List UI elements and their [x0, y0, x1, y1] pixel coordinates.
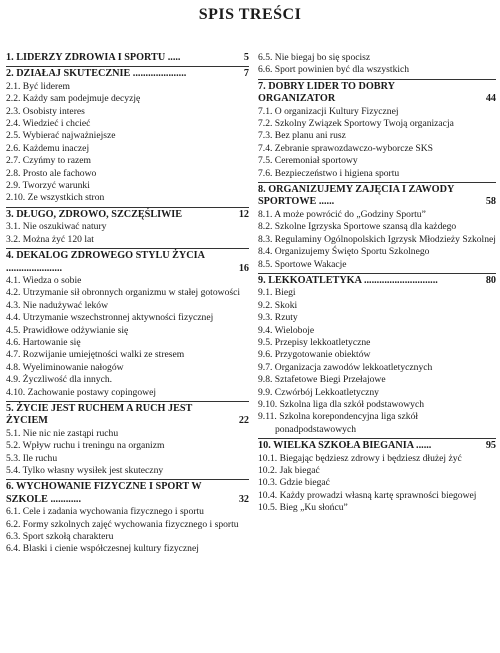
page-number: 22	[238, 415, 249, 427]
toc-subsection-entry	[6, 106, 249, 118]
toc-chapter-entry	[6, 207, 249, 221]
subsection-title: 8.4. Organizujemy Święto Sportu Szkolnego	[258, 246, 430, 258]
toc-chapter-entry	[6, 66, 249, 80]
toc-subsection-entry	[258, 477, 496, 489]
toc-chapter-entry	[258, 273, 496, 287]
subsection-title: 2.8. Prosto ale fachowo	[6, 167, 97, 179]
toc-subsection-entry	[258, 312, 496, 324]
subsection-title: 10.1. Biegając będziesz zdrowy i będziesz dłużej żyć	[258, 452, 462, 464]
toc-subsection-entry	[6, 428, 249, 440]
subsection-title: 9.2. Skoki	[258, 299, 298, 311]
toc-subsection-entry	[258, 349, 496, 361]
page-number: 95	[485, 440, 496, 452]
subsection-title: 6.4. Blaski i cienie współczesnej kultury fizycznej	[6, 543, 199, 555]
page-number: 32	[238, 493, 249, 505]
toc-subsection-entry	[6, 168, 249, 180]
toc-subsection-entry	[6, 300, 249, 312]
toc-subsection-entry	[258, 453, 496, 465]
subsection-title: 5.4. Tylko własny wysiłek jest skuteczny	[6, 465, 164, 476]
page-title: SPIS TREŚCI	[198, 6, 302, 23]
subsection-title: 5.2. Wpływ ruchu i treningu na organizm	[6, 440, 165, 452]
toc-subsection-entry	[6, 287, 249, 299]
toc-subsection-entry	[6, 312, 249, 324]
subsection-title: 6.3. Sport szkołą charakteru	[6, 531, 114, 543]
subsection-title: 6.2. Formy szkolnych zajęć wychowania fizycznego i sportu	[6, 518, 239, 530]
toc-subsection-entry	[6, 374, 249, 386]
subsection-title: 8.2. Szkolne Igrzyska Sportowe szansą dla każdego	[258, 221, 457, 233]
toc-subsection-entry	[258, 374, 496, 386]
subsection-title: 9.10. Szkolna liga dla szkół podstawowych	[258, 398, 424, 410]
subsection-title: 2.4. Wiedzieć i chcieć	[6, 118, 91, 130]
toc-subsection-entry	[6, 506, 249, 518]
toc-subsection-entry	[258, 155, 496, 167]
subsection-title: 9.1. Biegi	[258, 287, 296, 299]
toc-right-column	[258, 52, 496, 515]
toc-subsection-entry	[6, 337, 249, 349]
toc-subsection-entry	[258, 387, 496, 399]
toc-subsection-entry	[258, 490, 496, 502]
chapter-title: 7. DOBRY LIDER TO DOBRY ORGANIZATOR	[258, 80, 395, 105]
subsection-title: 3.1. Nie oszukiwać natury	[6, 221, 107, 233]
toc-subsection-entry	[6, 325, 249, 337]
page-number: 7	[243, 68, 249, 80]
subsection-title: 6.6. Sport powinien być dla wszystkich	[258, 64, 410, 76]
subsection-title: 4.6. Hartowanie się	[6, 336, 81, 348]
toc-subsection-entry	[258, 300, 496, 312]
toc-subsection-entry	[6, 465, 249, 477]
toc-subsection-entry	[258, 221, 496, 233]
toc-subsection-entry	[258, 106, 496, 118]
subsection-title: 9.11. Szkolna korepondencyjna liga szkół ponadpodstawowych	[258, 411, 419, 435]
toc-subsection-entry	[6, 81, 249, 93]
toc-subsection-entry	[258, 502, 496, 514]
toc-subsection-entry	[6, 234, 249, 246]
toc-chapter-entry	[258, 182, 496, 209]
subsection-title: 6.1. Cele i zadania wychowania fizycznego i sportu	[6, 506, 204, 518]
chapter-title: 9. LEKKOATLETYKA .............................	[258, 274, 438, 286]
subsection-title: 4.10. Zachowanie postawy copingowej	[6, 386, 156, 398]
chapter-title: 5. ŻYCIE JEST RUCHEM A RUCH JEST ŻYCIEM	[6, 402, 193, 427]
chapter-title: 4. DEKALOG ZDROWEGO STYLU ŻYCIA ......................	[6, 250, 205, 274]
toc-subsection-entry	[6, 349, 249, 361]
toc-subsection-entry	[258, 399, 496, 411]
toc-subsection-entry	[6, 440, 249, 452]
toc-subsection-entry	[258, 130, 496, 142]
toc-subsection-entry	[258, 362, 496, 374]
toc-subsection-entry	[258, 411, 496, 436]
toc-chapter-entry	[258, 79, 496, 106]
toc-subsection-entry	[258, 168, 496, 180]
subsection-title: 9.5. Przepisy lekkoatletyczne	[258, 336, 371, 348]
toc-subsection-entry	[6, 221, 249, 233]
toc-subsection-entry	[258, 325, 496, 337]
chapter-title: 8. ORGANIZUJEMY ZAJĘCIA I ZAWODY SPORTOWE ......	[258, 184, 454, 208]
subsection-title: 2.5. Wybierać najważniejsze	[6, 130, 116, 142]
toc-subsection-entry	[6, 93, 249, 105]
subsection-title: 7.1. O organizacji Kultury Fizycznej	[258, 105, 399, 117]
toc-subsection-entry	[258, 52, 496, 64]
subsection-title: 4.3. Nie nadużywać leków	[6, 299, 109, 311]
subsection-title: 3.2. Można żyć 120 lat	[6, 233, 94, 245]
toc-subsection-entry	[6, 453, 249, 465]
subsection-title: 7.5. Ceremoniał sportowy	[258, 155, 358, 167]
subsection-title: 9.6. Przygotowanie obiektów	[258, 349, 371, 361]
subsection-title: 9.4. Wieloboje	[258, 324, 315, 336]
subsection-title: 8.5. Sportowe Wakacje	[258, 258, 347, 270]
toc-subsection-entry	[6, 543, 249, 555]
toc-subsection-entry	[258, 143, 496, 155]
chapter-title: 10. WIELKA SZKOŁA BIEGANIA ......	[258, 440, 432, 452]
subsection-title: 10.3. Gdzie biegać	[258, 477, 330, 489]
subsection-title: 4.2. Utrzymanie sił obronnych organizmu w stałej gotowości	[6, 287, 241, 299]
subsection-title: 2.3. Osobisty interes	[6, 105, 85, 117]
subsection-title: 4.7. Rozwijanie umiejętności walki ze stresem	[6, 349, 185, 361]
page-number: 12	[238, 208, 249, 220]
subsection-title: 9.8. Sztafetowe Biegi Przełajowe	[258, 374, 386, 386]
page-number: 58	[485, 196, 496, 208]
toc-subsection-entry	[6, 387, 249, 399]
subsection-title: 4.4. Utrzymanie wszechstronnej aktywności fizycznej	[6, 312, 214, 324]
toc-subsection-entry	[258, 259, 496, 271]
toc-subsection-entry	[258, 465, 496, 477]
subsection-title: 2.10. Ze wszystkich stron	[6, 192, 105, 204]
subsection-title: 4.8. Wyeliminowanie nałogów	[6, 361, 124, 373]
toc-subsection-entry	[6, 155, 249, 167]
toc-subsection-entry	[6, 519, 249, 531]
subsection-title: 10.4. Każdy prowadzi własną kartę sprawności biegowej	[258, 489, 477, 501]
subsection-title: 2.9. Tworzyć warunki	[6, 180, 90, 192]
toc-subsection-entry	[258, 64, 496, 76]
subsection-title: 5.3. Ile ruchu	[6, 452, 58, 464]
chapter-title: 1. LIDERZY ZDROWIA I SPORTU .....	[6, 52, 181, 63]
toc-subsection-entry	[258, 209, 496, 221]
subsection-title: 7.6. Bezpieczeństwo i higiena sportu	[258, 167, 400, 179]
subsection-title: 4.5. Prawidłowe odżywianie się	[6, 324, 129, 336]
subsection-title: 8.3. Regulaminy Ogólnopolskich Igrzysk Młodzieży Szkolnej	[258, 233, 496, 245]
subsection-title: 2.2. Każdy sam podejmuje decyzję	[6, 93, 141, 105]
toc-subsection-entry	[258, 337, 496, 349]
subsection-title: 8.1. A może powrócić do „Godziny Sportu”	[258, 208, 426, 220]
toc-subsection-entry	[6, 192, 249, 204]
toc-subsection-entry	[258, 118, 496, 130]
toc-chapter-entry	[6, 479, 249, 506]
toc-chapter-entry	[258, 438, 496, 452]
subsection-title: 7.3. Bez planu ani rusz	[258, 130, 346, 142]
toc-subsection-entry	[258, 287, 496, 299]
toc-chapter-entry	[6, 401, 249, 428]
toc-subsection-entry	[6, 143, 249, 155]
subsection-title: 6.5. Nie biegaj bo się spocisz	[258, 52, 371, 63]
toc-subsection-entry	[258, 234, 496, 246]
subsection-title: 2.1. Być liderem	[6, 80, 70, 92]
page-number: 16	[238, 262, 249, 274]
chapter-title: 6. WYCHOWANIE FIZYCZNE I SPORT W SZKOLE ............	[6, 481, 202, 505]
toc-chapter-entry	[6, 52, 249, 64]
subsection-title: 10.5. Bieg „Ku słońcu”	[258, 502, 348, 514]
toc-subsection-entry	[6, 275, 249, 287]
subsection-title: 4.9. Życzliwość dla innych.	[6, 374, 113, 386]
subsection-title: 9.7. Organizacja zawodów lekkoatletycznych	[258, 361, 433, 373]
subsection-title: 9.3. Rzuty	[258, 312, 298, 324]
subsection-title: 10.2. Jak biegać	[258, 465, 320, 476]
toc-subsection-entry	[6, 180, 249, 192]
page-number: 5	[243, 52, 249, 63]
toc-subsection-entry	[6, 362, 249, 374]
subsection-title: 9.9. Czwórbój Lekkoatletyczny	[258, 386, 379, 398]
page-number: 44	[485, 93, 496, 105]
subsection-title: 5.1. Nie nic nie zastąpi ruchu	[6, 427, 119, 439]
toc-subsection-entry	[6, 130, 249, 142]
chapter-title: 2. DZIAŁAJ SKUTECZNIE .....................	[6, 68, 187, 80]
subsection-title: 7.4. Zebranie sprawozdawczo-wyborcze SKS	[258, 142, 434, 154]
subsection-title: 2.7. Czyńmy to razem	[6, 155, 91, 167]
chapter-title: 3. DŁUGO, ZDROWO, SZCZĘŚLIWIE	[6, 208, 183, 220]
toc-chapter-entry	[6, 248, 249, 275]
toc-subsection-entry	[6, 531, 249, 543]
toc-left-column	[6, 52, 249, 556]
subsection-title: 4.1. Wiedza o sobie	[6, 274, 82, 286]
page-number: 80	[485, 274, 496, 286]
toc-subsection-entry	[6, 118, 249, 130]
subsection-title: 2.6. Każdemu inaczej	[6, 142, 90, 154]
subsection-title: 7.2. Szkolny Związek Sportowy Twoją organizacja	[258, 118, 454, 130]
toc-subsection-entry	[258, 246, 496, 258]
